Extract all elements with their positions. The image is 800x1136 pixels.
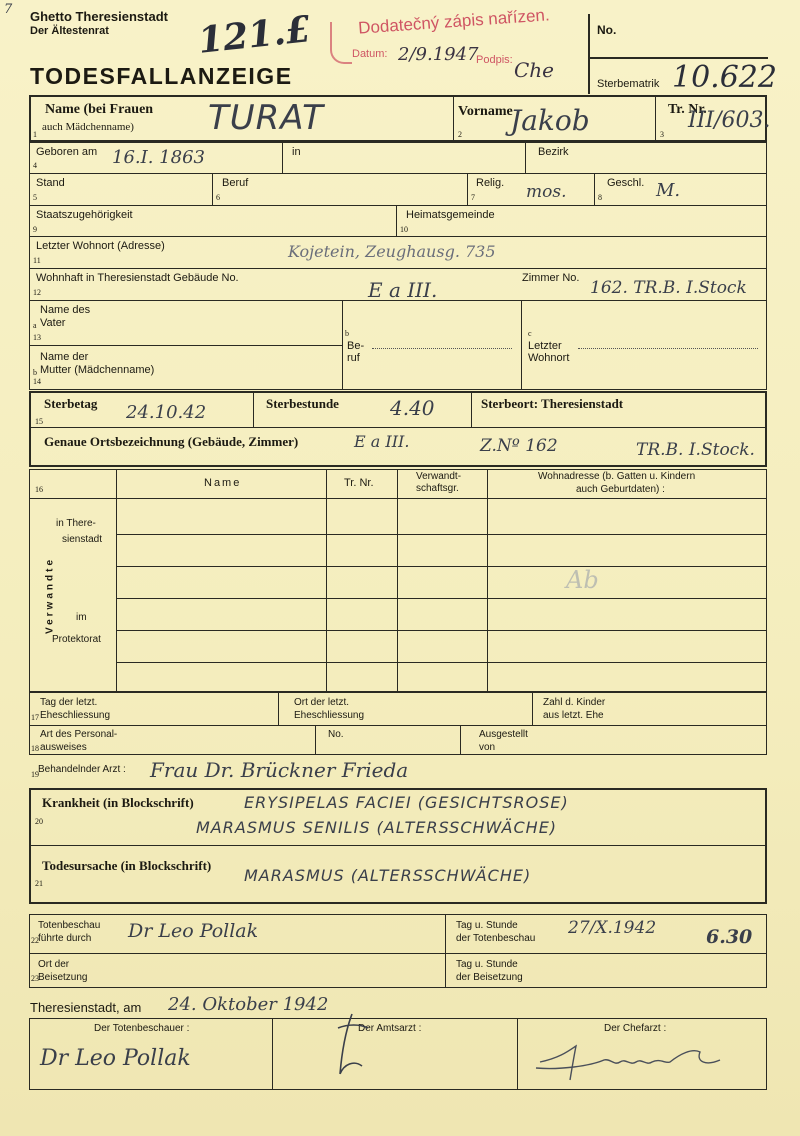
verwandte-col-wohn-1: Wohnadresse (b. Gatten u. Kindern <box>538 471 696 482</box>
no-label: No. <box>597 23 617 37</box>
page-title: TODESFALLANZEIGE <box>30 63 293 89</box>
divider <box>29 725 767 726</box>
vorname-value: Jakob <box>510 104 590 137</box>
im-label: im <box>76 612 87 623</box>
header-divider-h <box>588 57 768 59</box>
field-number: 19 <box>31 770 39 779</box>
in-theresienstadt-2: sienstadt <box>62 534 103 545</box>
verwandte-col-trnr: Tr. Nr. <box>344 477 374 489</box>
verwandte-col-verwandt-2: schaftsgr. <box>416 483 459 494</box>
beisetzung-zeit-label-1: Tag u. Stunde <box>456 959 518 970</box>
divider <box>453 95 454 142</box>
stamp-line1: Dodatečný zápis nařízen. <box>357 5 551 38</box>
ausweis-no-label: No. <box>328 729 344 740</box>
relig-value: mos. <box>526 182 567 202</box>
registration-stamp <box>330 5 592 82</box>
arzt-value: Frau Dr. Brückner Frieda <box>150 758 409 782</box>
divider <box>29 205 767 206</box>
header-council: Der Ältestenrat <box>30 25 109 37</box>
divider <box>521 300 522 390</box>
wohnhaft-value: E a III. <box>368 278 438 302</box>
sterbematrik-label: Sterbematrik <box>597 78 660 90</box>
beisetzung-ort-label-2: Beisetzung <box>38 972 88 983</box>
divider <box>397 469 398 692</box>
zimmer-label: Zimmer No. <box>522 272 580 284</box>
sig-chefarzt-label: Der Chefarzt : <box>604 1023 667 1034</box>
field-number: 8 <box>598 193 602 202</box>
field-number: 4 <box>33 161 37 170</box>
field-number: 2 <box>458 130 462 139</box>
beschau-stunde-value: 6.30 <box>706 926 753 948</box>
field-number: 17 <box>31 713 39 722</box>
sterbetag-value: 24.10.42 <box>126 402 207 423</box>
divider <box>655 95 656 142</box>
ehe-tag-label-2: Eheschliessung <box>40 710 111 721</box>
wohnhaft-label: Wohnhaft in Theresienstadt Gebäude No. <box>36 272 239 284</box>
divider <box>594 173 595 205</box>
zimmer-value: 162. TR.B. I.Stock <box>590 278 747 298</box>
ausweis-von-label-1: Ausgestellt <box>479 729 528 740</box>
divider <box>116 630 767 631</box>
stamp-datum-value: 2/9.1947 <box>398 44 479 65</box>
sig-amtsarzt-label: Der Amtsarzt : <box>358 1023 422 1034</box>
divider <box>116 598 767 599</box>
bezirk-label: Bezirk <box>538 146 569 158</box>
vater-label-1: Name des <box>40 304 91 316</box>
vater-label-2: Vater <box>40 317 66 329</box>
divider <box>525 142 526 173</box>
sterbetag-label: Sterbetag <box>44 396 98 411</box>
sig-totenbeschauer-value: Dr Leo Pollak <box>40 1046 191 1071</box>
krankheit-value-2: MARASMUS SENILIS (ALTERSSCHWÄCHE) <box>196 818 558 837</box>
divider <box>467 173 468 205</box>
stamp-curve <box>330 22 352 64</box>
divider <box>471 391 472 427</box>
divider <box>29 427 767 428</box>
divider <box>212 173 213 205</box>
field-number: 14 <box>33 377 41 386</box>
field-number: 13 <box>33 333 41 342</box>
stand-label: Stand <box>36 177 65 189</box>
divider <box>116 662 767 663</box>
divider <box>326 469 327 692</box>
eltern-wohnort-label-1: Letzter <box>528 340 562 352</box>
field-number: 18 <box>31 744 39 753</box>
sterbestunde-label: Sterbestunde <box>266 396 339 411</box>
divider <box>282 142 283 173</box>
krankheit-label: Krankheit (in Blockschrift) <box>42 795 194 810</box>
divider <box>396 205 397 236</box>
divider <box>272 1018 273 1090</box>
ortsbez-value-2: Z.Nº 162 <box>480 436 558 456</box>
trnr-value: III/603. <box>688 108 771 133</box>
verwandte-col-verwandt-1: Verwandt- <box>416 471 462 482</box>
eltern-beruf-label-1: Be- <box>347 340 365 352</box>
krankheit-value-1: ERYSIPELAS FACIEI (GESICHTSROSE) <box>244 793 569 812</box>
field-letter: b <box>33 368 37 377</box>
stamp-podpis-label: Podpis: <box>476 54 513 66</box>
ehe-ort-label-1: Ort der letzt. <box>294 697 350 708</box>
sig-totenbeschauer-label: Der Totenbeschauer : <box>94 1023 190 1034</box>
field-number: 6 <box>216 193 220 202</box>
totenbeschau-label-2: führte durch <box>38 933 92 944</box>
eltern-beruf-label-2: ruf <box>347 352 360 364</box>
ehe-kinder-label-2: aus letzt. Ehe <box>543 710 604 721</box>
divider <box>116 566 767 567</box>
verwandte-col-name: Name <box>204 477 242 489</box>
divider <box>29 345 342 346</box>
stamp-podpis-value: Che <box>514 58 555 82</box>
field-number: 15 <box>35 417 43 426</box>
vorname-label: Vorname <box>458 104 513 119</box>
protektorat-label: Protektorat <box>52 634 101 645</box>
stamp-datum-label: Datum: <box>352 48 388 60</box>
verwandte-col-wohn-2: auch Geburtdaten) : <box>576 484 665 495</box>
geboren-value: 16.I. 1863 <box>112 147 205 168</box>
divider <box>487 469 488 692</box>
relatives-block <box>29 469 767 692</box>
geschl-label: Geschl. <box>607 177 645 189</box>
name-value: TURAT <box>208 98 324 138</box>
geboren-label: Geboren am <box>36 146 98 158</box>
divider <box>29 268 767 269</box>
place-date-value: 24. Oktober 1942 <box>168 994 329 1015</box>
beisetzung-ort-label-1: Ort der <box>38 959 70 970</box>
wohnort-value: Kojetein, Zeughausg. 735 <box>288 242 496 261</box>
geburtsort-label: in <box>292 146 301 158</box>
ehe-kinder-label-1: Zahl d. Kinder <box>543 697 606 708</box>
field-number: 20 <box>35 817 43 826</box>
ausweis-art-label-1: Art des Personal- <box>40 729 118 740</box>
field-number: 21 <box>35 879 43 888</box>
divider <box>578 348 758 349</box>
place-date-label: Theresienstadt, am <box>30 1000 142 1015</box>
wohnort-label: Letzter Wohnort (Adresse) <box>36 240 165 252</box>
divider <box>342 300 343 390</box>
beisetzung-zeit-label-2: der Beisetzung <box>456 972 523 983</box>
field-letter: b <box>345 329 349 338</box>
name-label-2: auch Mädchenname) <box>42 121 134 133</box>
header-divider <box>588 14 590 94</box>
beschau-datum-value: 27/X.1942 <box>568 918 657 938</box>
trnr-label: Tr. Nr. <box>668 102 707 117</box>
heimat-label: Heimatsgemeinde <box>406 209 495 221</box>
field-number: 1 <box>33 130 37 139</box>
field-letter: a <box>33 321 37 330</box>
verwandte-side-label: Verwandte <box>44 556 56 635</box>
divider <box>532 692 533 725</box>
divider <box>315 725 316 755</box>
staats-label: Staatszugehörigkeit <box>36 209 133 221</box>
divider <box>517 1018 518 1090</box>
field-number: 3 <box>660 130 664 139</box>
ortsbez-label: Genaue Ortsbezeichnung (Gebäude, Zimmer) <box>44 434 299 449</box>
divider <box>29 845 767 846</box>
divider <box>116 534 767 535</box>
ausweis-von-label-2: von <box>479 742 496 753</box>
totenbeschau-value: Dr Leo Pollak <box>128 920 259 942</box>
sterbeort-label: Sterbeort: Theresienstadt <box>481 396 624 411</box>
ehe-ort-label-2: Eheschliessung <box>294 710 365 721</box>
eltern-wohnort-label-2: Wohnort <box>528 352 570 364</box>
field-number: 7 <box>471 193 475 202</box>
field-number: 10 <box>400 225 408 234</box>
divider <box>29 236 767 237</box>
todesursache-label: Todesursache (in Blockschrift) <box>42 858 212 873</box>
divider <box>253 391 254 427</box>
ausweis-art-label-2: ausweises <box>40 742 87 753</box>
mutter-label-1: Name der <box>40 351 89 363</box>
corner-mark: 7 <box>4 2 13 17</box>
field-number: 22 <box>31 936 39 945</box>
beruf-label: Beruf <box>222 177 249 189</box>
amtsarzt-signature <box>332 1010 372 1086</box>
totenbeschau-label-1: Totenbeschau <box>38 920 101 931</box>
field-number: 12 <box>33 288 41 297</box>
marriage-id-block <box>29 692 767 755</box>
beschau-zeit-label-1: Tag u. Stunde <box>456 920 518 931</box>
divider <box>29 498 767 499</box>
geschl-value: M. <box>656 180 681 201</box>
field-number: 9 <box>33 225 37 234</box>
chefarzt-signature <box>530 1040 730 1084</box>
divider <box>278 692 279 725</box>
field-number: 23 <box>31 974 39 983</box>
cancel-scribble: Ab <box>566 566 599 594</box>
divider <box>29 173 767 174</box>
arzt-label: Behandelnder Arzt : <box>38 764 126 775</box>
field-number: 16 <box>35 485 43 494</box>
ehe-tag-label-1: Tag der letzt. <box>40 697 98 708</box>
field-number: 11 <box>33 256 41 265</box>
todesursache-value: MARASMUS (ALTERSSCHWÄCHE) <box>244 866 532 885</box>
sterbestunde-value: 4.40 <box>390 396 435 420</box>
ortsbez-value-3: TR.B. I.Stock. <box>636 440 755 460</box>
divider <box>445 914 446 988</box>
divider <box>460 725 461 755</box>
field-number: 5 <box>33 193 37 202</box>
divider <box>372 348 512 349</box>
header-ghetto: Ghetto Theresienstadt <box>30 9 168 24</box>
mutter-label-2: Mutter (Mädchenname) <box>40 364 155 376</box>
sterbematrik-value: 10.622 <box>672 60 777 95</box>
in-theresienstadt-1: in There- <box>56 518 96 529</box>
field-letter: c <box>528 329 532 338</box>
divider <box>29 953 767 954</box>
divider <box>116 469 117 692</box>
handwritten-number: 121.£ <box>196 8 313 62</box>
beschau-zeit-label-2: der Totenbeschau <box>456 933 536 944</box>
ortsbez-value-1: E a III. <box>354 432 410 451</box>
name-label: Name (bei Frauen <box>45 102 154 117</box>
relig-label: Relig. <box>476 177 505 189</box>
